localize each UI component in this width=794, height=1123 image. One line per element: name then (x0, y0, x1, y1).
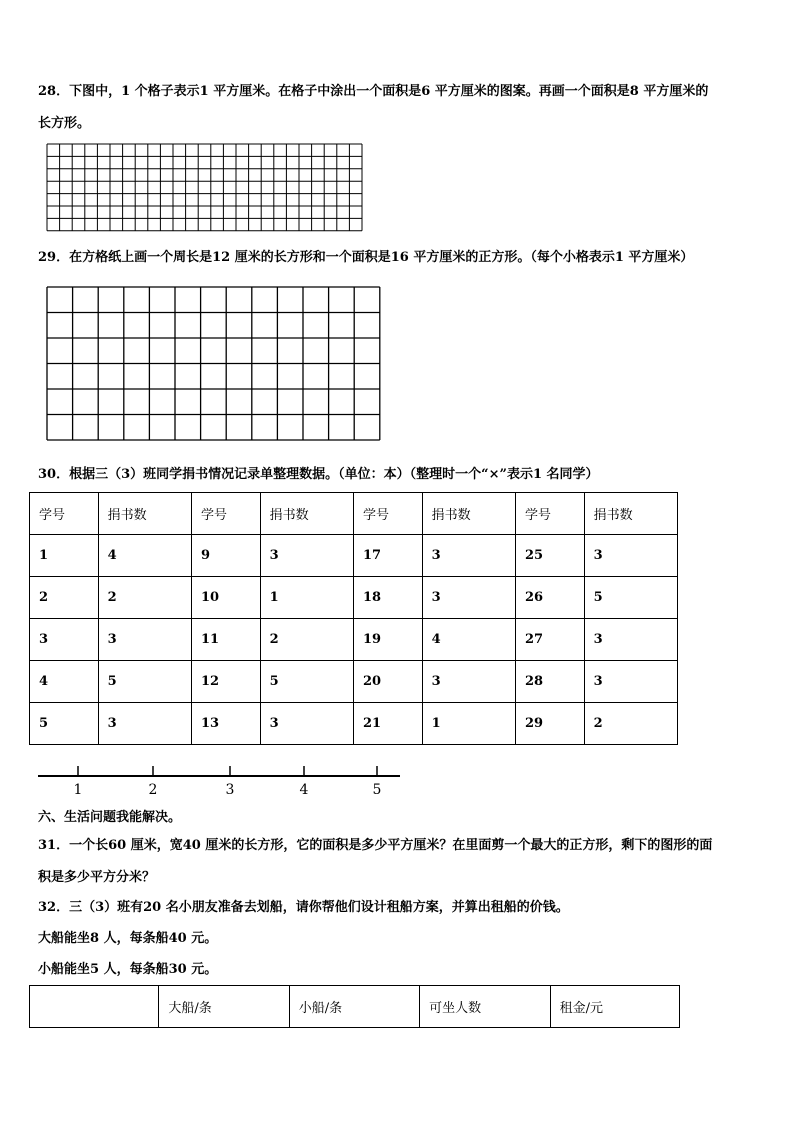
table-cell: 25 (515, 535, 584, 577)
table-cell: 2 (584, 703, 677, 745)
table-cell: 4 (98, 535, 191, 577)
table-header-cell: 学号 (191, 493, 260, 535)
table-cell: 10 (191, 577, 260, 619)
number-line-label: 3 (225, 782, 235, 796)
number-line (38, 764, 408, 796)
table-header-cell: 小船/条 (289, 986, 419, 1028)
table-cell: 5 (584, 577, 677, 619)
q29-text: 29．在方格纸上画一个周长是12 厘米的长方形和一个面积是16 平方厘米的正方形。（每个小格表示1 平方厘米） (38, 250, 694, 265)
section-six-title: 六、生活问题我能解决。 (38, 810, 182, 825)
table-cell: 1 (30, 535, 99, 577)
table-cell: 12 (191, 661, 260, 703)
table-cell: 29 (515, 703, 584, 745)
table-header-cell (30, 986, 159, 1028)
table-header-row (30, 493, 678, 535)
table-cell: 3 (260, 535, 353, 577)
donation-table (29, 492, 678, 745)
table-cell: 3 (30, 619, 99, 661)
grid-29[interactable] (46, 286, 384, 444)
table-cell: 3 (584, 661, 677, 703)
q32-text: 32．三（3）班有20 名小朋友准备去划船，请你帮他们设计租船方案，并算出租船的价钱。 (38, 900, 569, 915)
table-cell: 3 (422, 661, 515, 703)
table-cell: 11 (191, 619, 260, 661)
table-cell: 4 (30, 661, 99, 703)
number-line-label: 5 (372, 782, 382, 796)
table-header-cell: 捐书数 (98, 493, 191, 535)
table-row (30, 535, 678, 577)
table-header-cell: 可坐人数 (420, 986, 550, 1028)
small-boat-info: 小船能坐5 人，每条船30 元。 (38, 962, 218, 977)
table-cell: 5 (98, 661, 191, 703)
table-row (30, 577, 678, 619)
table-header-cell: 捐书数 (260, 493, 353, 535)
table-cell: 28 (515, 661, 584, 703)
table-cell: 9 (191, 535, 260, 577)
table-cell: 5 (30, 703, 99, 745)
q31-line1: 31．一个长60 厘米，宽40 厘米的长方形，它的面积是多少平方厘米？在里面剪一个最大的正方形，剩下的图形的面 (38, 838, 713, 853)
table-cell: 26 (515, 577, 584, 619)
table-cell: 3 (98, 619, 191, 661)
table-cell: 5 (260, 661, 353, 703)
table-header-cell: 学号 (353, 493, 422, 535)
table-cell: 17 (353, 535, 422, 577)
table-cell: 3 (584, 619, 677, 661)
table-cell: 2 (260, 619, 353, 661)
q30-text: 30．根据三（3）班同学捐书情况记录单整理数据。（单位：本）（整理时一个“×”表示1 名同学） (38, 467, 599, 482)
table-cell: 3 (422, 577, 515, 619)
table-cell: 3 (260, 703, 353, 745)
table-cell: 2 (30, 577, 99, 619)
table-cell: 21 (353, 703, 422, 745)
table-cell: 13 (191, 703, 260, 745)
table-cell: 3 (98, 703, 191, 745)
table-cell: 3 (422, 535, 515, 577)
table-cell: 27 (515, 619, 584, 661)
q31-line2: 积是多少平方分米？ (38, 870, 156, 885)
big-boat-info: 大船能坐8 人，每条船40 元。 (38, 931, 218, 946)
number-line-label: 1 (73, 782, 83, 796)
table-header-cell: 租金/元 (550, 986, 679, 1028)
table-cell: 2 (98, 577, 191, 619)
table-cell: 4 (422, 619, 515, 661)
grid-28[interactable] (46, 143, 366, 233)
table-cell: 20 (353, 661, 422, 703)
table-header-cell: 大船/条 (159, 986, 289, 1028)
table-cell: 18 (353, 577, 422, 619)
boat-rental-table (29, 985, 680, 1028)
table-header-cell: 学号 (30, 493, 99, 535)
table-cell: 3 (584, 535, 677, 577)
q28-line2: 长方形。 (38, 116, 91, 131)
table-header-cell: 捐书数 (584, 493, 677, 535)
table-cell: 1 (260, 577, 353, 619)
table-row (30, 703, 678, 745)
q28-line1: 28．下图中，1 个格子表示1 平方厘米。在格子中涂出一个面积是6 平方厘米的图案。再画一个面积是8 平方厘米的 (38, 84, 709, 99)
table-row (30, 619, 678, 661)
number-line-label: 2 (148, 782, 158, 796)
table-row (30, 661, 678, 703)
table-cell: 19 (353, 619, 422, 661)
table-header-cell: 捐书数 (422, 493, 515, 535)
table-cell: 1 (422, 703, 515, 745)
table-header-cell: 学号 (515, 493, 584, 535)
number-line-label: 4 (299, 782, 309, 796)
table-header-row (30, 986, 680, 1028)
